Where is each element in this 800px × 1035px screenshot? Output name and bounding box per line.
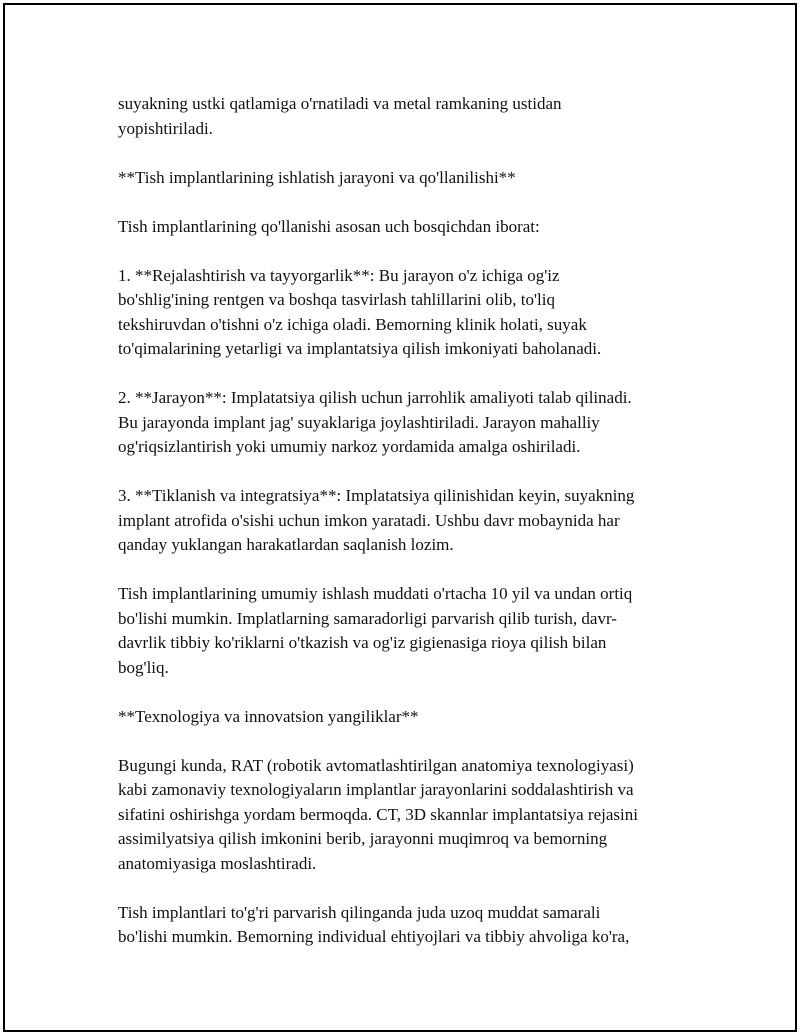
list-item-recovery: 3. **Tiklanish va integratsiya**: Implatatsiya qilinishidan keyin, suyakning implant atrofida o'sishi uchun imkon yaratadi. Ushbu davr mobaynida har qanday yuklangan harakatlardan saqlanish lozim. xyxy=(118,486,635,554)
paragraph-conclusion: Tish implantlari to'g'ri parvarish qilinganda juda uzoq muddat samarali bo'lishi mumkin. Bemorning individual ehtiyojlari va tibbiy ahvoliga ko'ra, xyxy=(118,902,630,946)
paragraph-intro-continuation: suyakning ustki qatlamiga o'rnatiladi va metal ramkaning ustidan yopishtiriladi. xyxy=(118,94,562,138)
list-item-procedure: 2. **Jarayon**: Implatatsiya qilish uchun jarrohlik amaliyoti talab qilinadi. Bu jarayonda implant jag' suyaklariga joylashtiriladi. Jarayon mahalliy og'riqsizlantirish yoki umumiy narkoz yordamida amalga oshiriladi. xyxy=(118,388,632,456)
document-body xyxy=(118,92,693,974)
paragraph-technology: Bugungi kunda, RAT (robotik avtomatlashtirilgan anatomiya texnologiyasi) kabi zamonaviy texnologiyaların implantlar jarayonlarini soddalashtirish va sifatini oshirishga yordam bermoqda. CT, 3D skannlar implantatsiya rejasini assimilyatsiya qilish imkonini berib, jarayonni muqimroq va bemorning anatomiyasiga moslashtiradi. xyxy=(118,755,638,873)
section-heading-technology: **Texnologiya va innovatsion yangiliklar** xyxy=(118,706,419,726)
paragraph-lifespan: Tish implantlarining umumiy ishlash muddati o'rtacha 10 yil va undan ortiq bo'lishi mumkin. Implatlarning samaradorligi parvarish qilib turish, davr- davrlik tibbiy ko'riklarni o'tkazish va og'iz gigienasiga rioya qilish bilan bog'liq. xyxy=(118,584,633,677)
list-item-planning: 1. **Rejalashtirish va tayyorgarlik**: Bu jarayon o'z ichiga og'iz bo'shlig'ining rentgen va boshqa tasvirlash tahlillarini olib, to'liq tekshiruvdan o'tishni o'z ichiga oladi. Bemorning klinik holati, suyak to'qimalarining yetarligi va implantatsiya qilish imkoniyati baholanadi. xyxy=(118,265,602,358)
paragraph-stages-intro: Tish implantlarining qo'llanishi asosan uch bosqichdan iborat: xyxy=(118,216,540,236)
section-heading-usage: **Tish implantlarining ishlatish jarayoni va qo'llanilishi** xyxy=(118,167,516,187)
